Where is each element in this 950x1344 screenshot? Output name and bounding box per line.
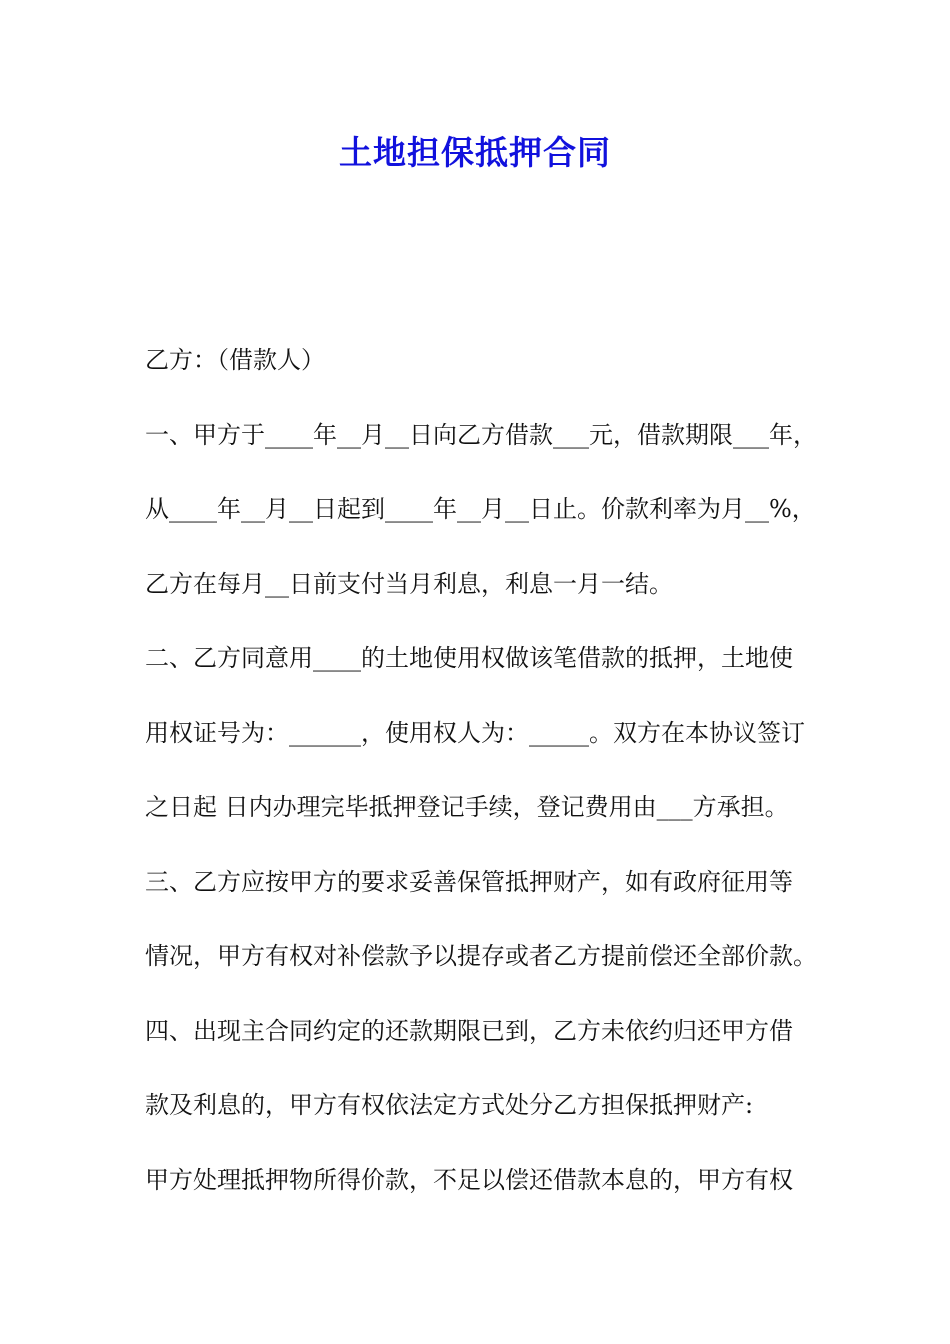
clause-1-line-3: 乙方在每月__日前支付当月利息，利息一月一结。 <box>145 569 673 598</box>
clause-2-line-2: 用权证号为：______，使用权人为：_____。双方在本协议签订 <box>145 718 805 747</box>
party-b-line: 乙方：（借款人） <box>145 346 325 374</box>
clause-4-line-1: 四、出现主合同约定的还款期限已到，乙方未依约归还甲方借 <box>145 1016 793 1045</box>
clause-3-line-1: 三、乙方应按甲方的要求妥善保管抵押财产，如有政府征用等 <box>145 867 793 896</box>
clause-1-line-1: 一、甲方于____年__月__日向乙方借款___元，借款期限___年， <box>145 420 817 449</box>
clause-4-line-2: 款及利息的，甲方有权依法定方式处分乙方担保抵押财产: <box>145 1091 754 1119</box>
clause-3-line-2: 情况，甲方有权对补偿款予以提存或者乙方提前偿还全部价款。 <box>145 942 817 970</box>
clause-1-line-2: 从____年__月__日起到____年__月__日止。价款利率为月__%， <box>145 495 816 523</box>
clause-4-line-3: 甲方处理抵押物所得价款，不足以偿还借款本息的，甲方有权 <box>145 1165 793 1194</box>
clause-2-line-3: 之日起 日内办理完毕抵押登记手续，登记费用由___方承担。 <box>145 793 789 821</box>
document-title: 土地担保抵押合同 <box>339 133 611 172</box>
clause-2-line-1: 二、乙方同意用____的土地使用权做该笔借款的抵押，土地使 <box>145 644 793 672</box>
document-body <box>145 337 845 1231</box>
